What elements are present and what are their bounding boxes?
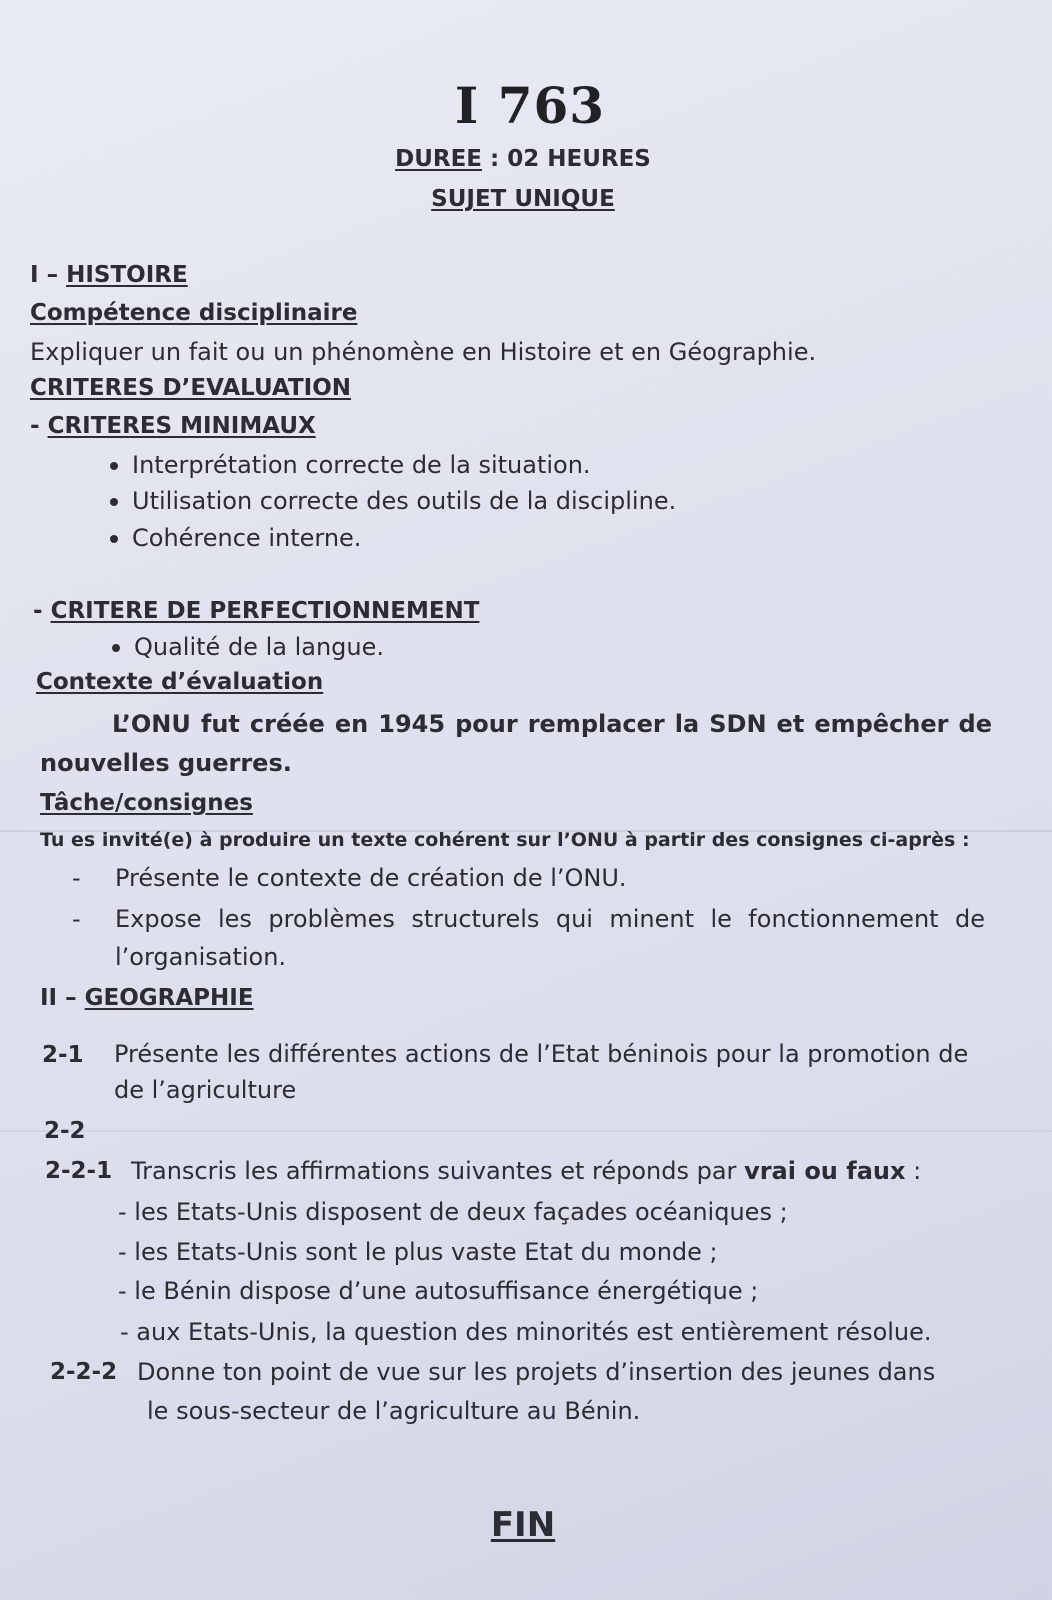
statement-item: - les Etats-Unis disposent de deux façades océaniques ; <box>118 1198 788 1226</box>
statement-item: - les Etats-Unis sont le plus vaste Etat du monde ; <box>118 1238 718 1266</box>
end-text: FIN <box>490 1505 556 1545</box>
task-item-dash: - <box>72 905 81 933</box>
task-title: Tâche/consignes <box>40 790 253 816</box>
minimal-heading <box>30 413 316 439</box>
end-marker <box>0 1505 1046 1545</box>
minimal-item <box>110 524 361 552</box>
histoire-heading <box>30 262 188 288</box>
question-number: 2-2-2 <box>50 1359 118 1385</box>
subject-label: SUJET UNIQUE <box>431 186 615 212</box>
question-2-1-text: Présente les différentes actions de l’Etat béninois pour la promotion de <box>114 1040 969 1068</box>
minimal-item-text: Interprétation correcte de la situation. <box>132 451 591 479</box>
geographie-heading-prefix: II – <box>40 985 85 1011</box>
competence-text: Expliquer un fait ou un phénomène en Histoire et en Géographie. <box>30 338 817 366</box>
context-line-1: L’ONU fut créée en 1945 pour remplacer la SDN et empêcher de <box>112 710 992 738</box>
question-2-2-2-text: Donne ton point de vue sur les projets d’insertion des jeunes dans <box>137 1358 936 1386</box>
context-line-2: nouvelles guerres. <box>40 749 292 777</box>
question-number: 2-2-1 <box>45 1158 113 1184</box>
duration-line <box>0 146 1046 172</box>
minimal-item <box>110 487 676 515</box>
question-2-2-1-lead: Transcris les affirmations suivantes et réponds par <box>131 1157 745 1185</box>
competence-title: Compétence disciplinaire <box>30 300 358 326</box>
geographie-heading-text: GEOGRAPHIE <box>84 985 254 1011</box>
question-number: 2-2 <box>44 1118 86 1144</box>
minimal-item-text: Utilisation correcte des outils de la discipline. <box>132 487 677 515</box>
perf-title: CRITERE DE PERFECTIONNEMENT <box>50 598 480 624</box>
task-item-text-cont: l’organisation. <box>115 943 287 971</box>
task-item-text: Présente le contexte de création de l’ONU. <box>115 864 627 892</box>
bullet-icon <box>110 535 118 543</box>
minimal-item <box>110 451 591 479</box>
histoire-heading-text: HISTOIRE <box>66 262 188 288</box>
true-false-emphasis: vrai ou faux <box>744 1157 906 1185</box>
minimal-item-text: Cohérence interne. <box>132 524 362 552</box>
task-intro: Tu es invité(e) à produire un texte cohérent sur l’ONU à partir des consignes ci-après : <box>40 829 970 851</box>
criteria-title: CRITERES D’EVALUATION <box>30 375 351 401</box>
duration-value: : 02 HEURES <box>482 146 651 172</box>
task-item-dash: - <box>72 864 81 892</box>
subject-line <box>0 186 1046 212</box>
question-2-2-1-end: : <box>905 1157 922 1185</box>
task-item-text: Expose les problèmes structurels qui minent le fonctionnement de <box>115 905 985 933</box>
perf-heading <box>33 598 479 624</box>
minimal-prefix: - <box>30 413 48 439</box>
question-2-2-1-text <box>131 1157 921 1185</box>
bullet-icon <box>110 498 118 506</box>
duration-label: DUREE <box>395 146 483 172</box>
bullet-icon <box>112 644 120 652</box>
perf-item-text: Qualité de la langue. <box>134 633 385 661</box>
question-2-2-2-text-cont: le sous-secteur de l’agriculture au Bénin. <box>147 1397 641 1425</box>
statement-item: - aux Etats-Unis, la question des minorités est entièrement résolue. <box>120 1318 932 1346</box>
statement-item: - le Bénin dispose d’une autosuffisance énergétique ; <box>118 1277 759 1305</box>
perf-item <box>112 633 384 661</box>
geographie-heading <box>40 985 254 1011</box>
question-number: 2-1 <box>42 1042 84 1068</box>
bullet-icon <box>110 462 118 470</box>
minimal-title: CRITERES MINIMAUX <box>47 413 316 439</box>
perf-prefix: - <box>33 598 51 624</box>
exam-code: I 763 <box>454 76 606 135</box>
histoire-heading-prefix: I – <box>30 262 67 288</box>
question-2-1-text-cont: de l’agriculture <box>114 1076 297 1104</box>
context-title: Contexte d’évaluation <box>36 669 324 695</box>
